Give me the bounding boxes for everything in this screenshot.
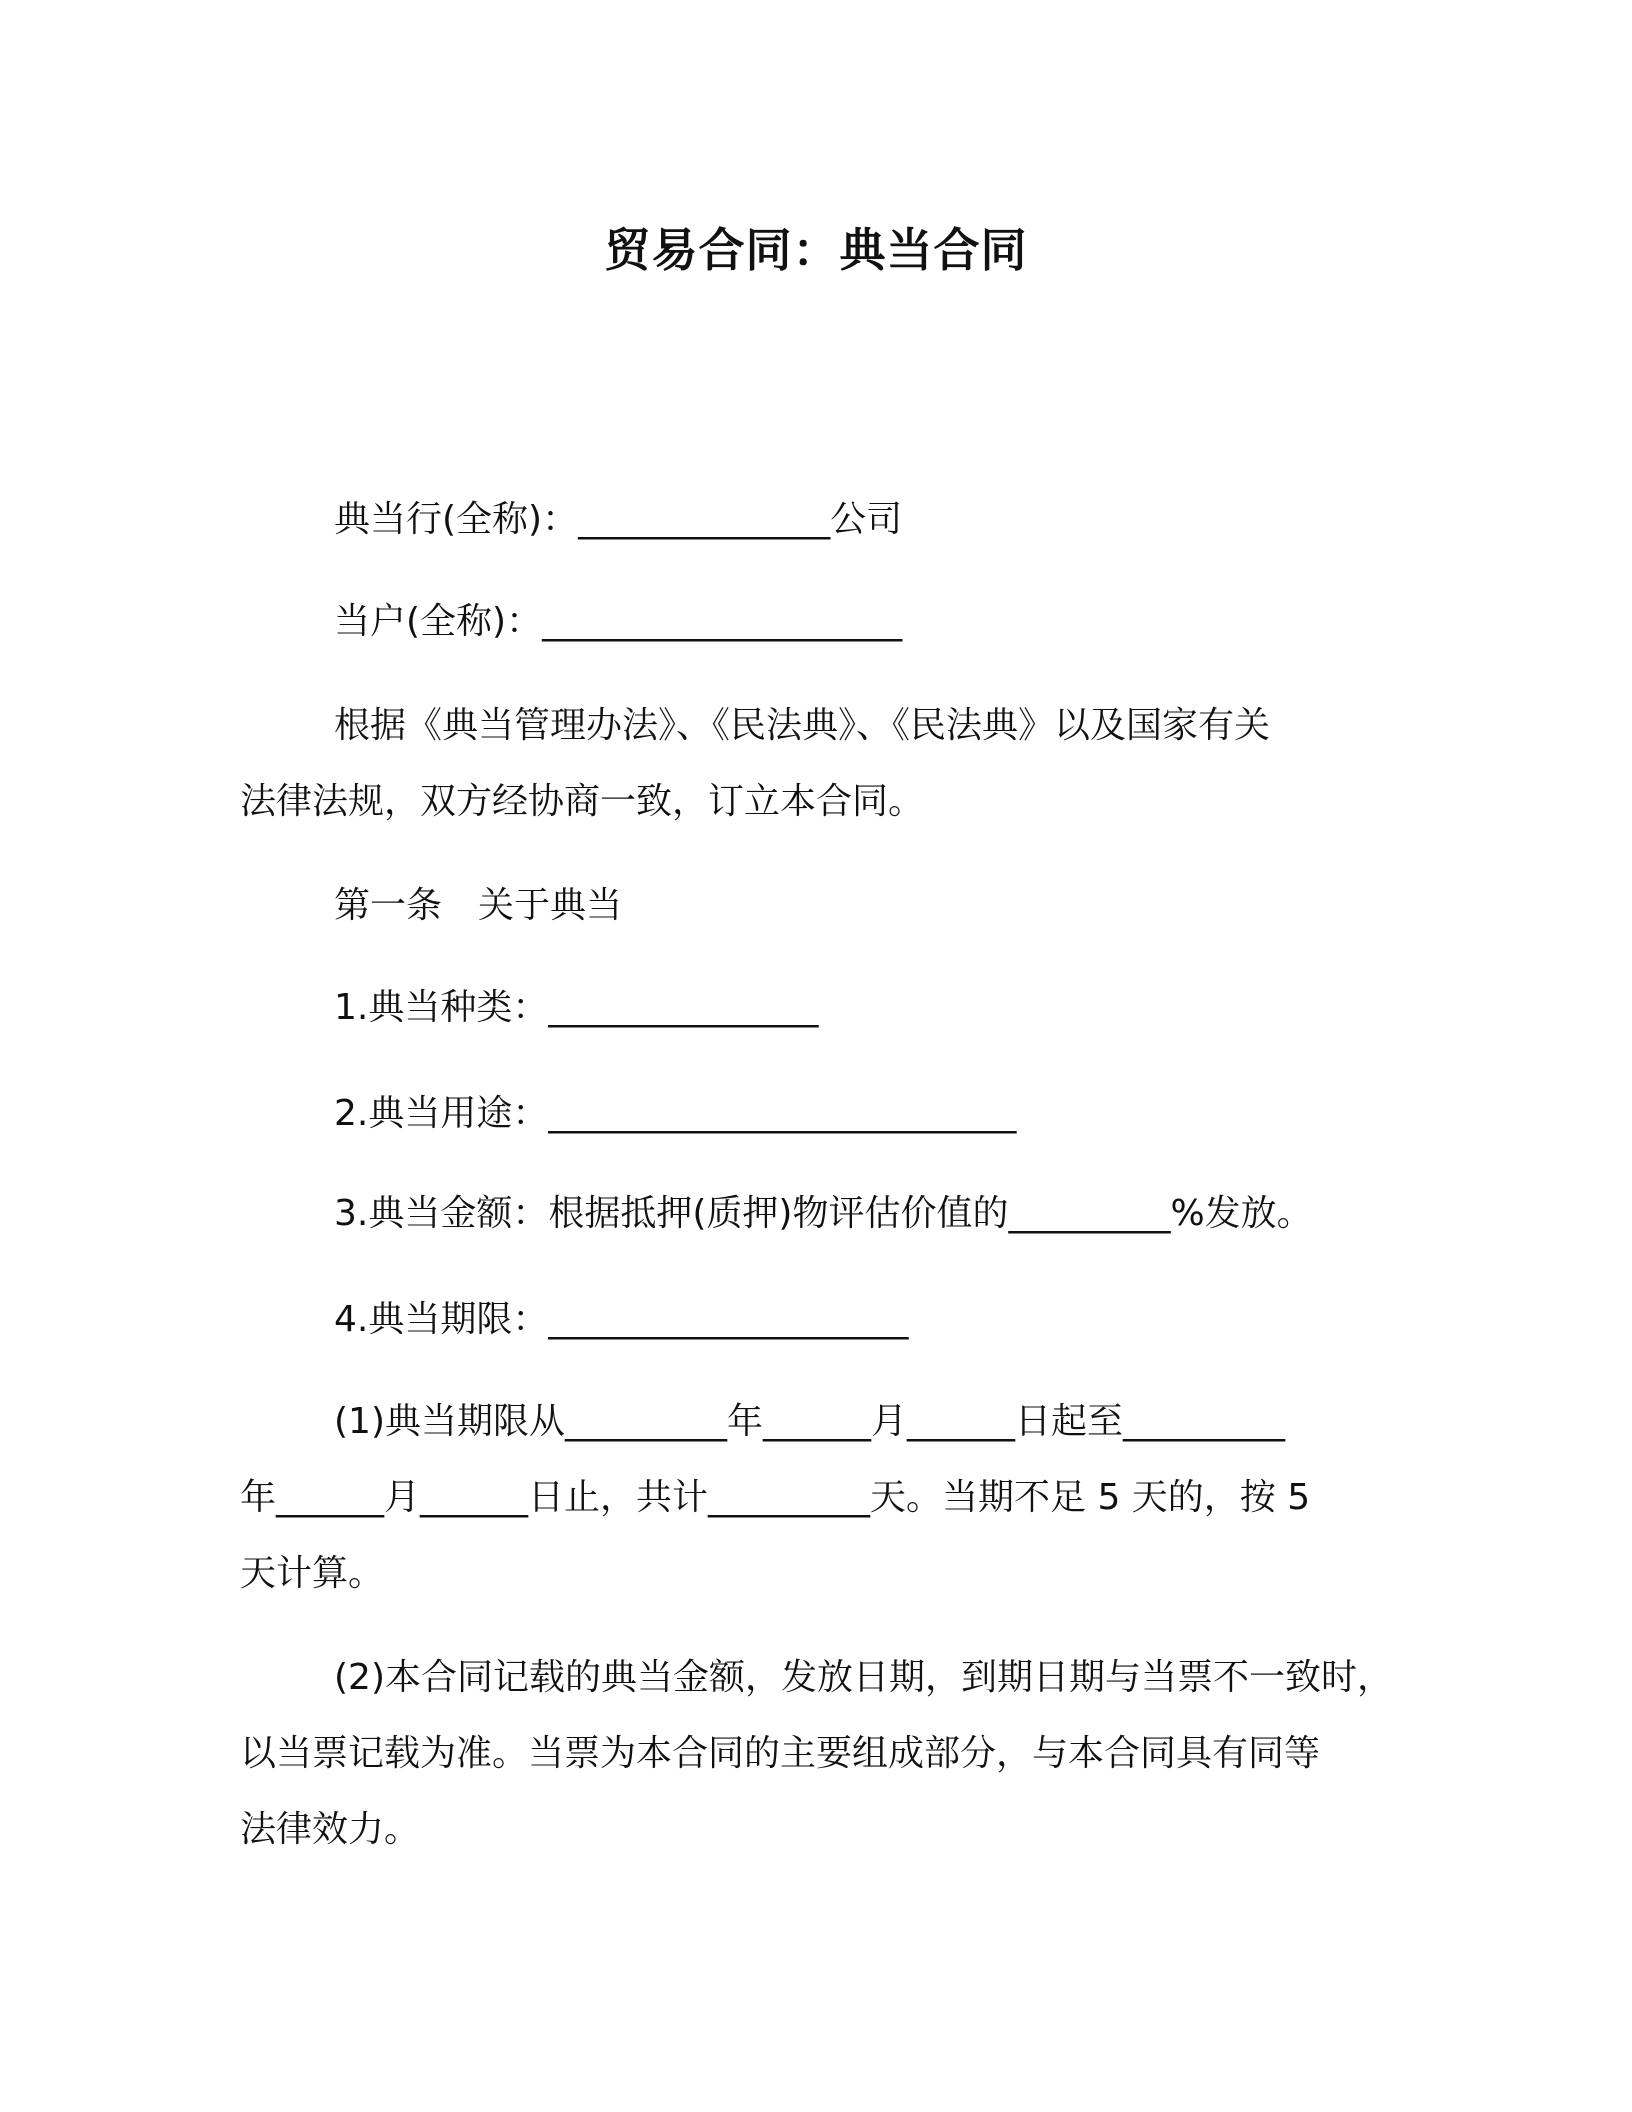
term-clause-1-line-2: 年______月______日止，共计_________天。当期不足 5 天的，按 5 (240, 1477, 1311, 1518)
pawn-purpose-line: 2.典当用途：__________________________ (334, 1093, 1017, 1134)
document-title: 贸易合同：典当合同 (604, 223, 1028, 277)
preamble-line-2: 法律法规，双方经协商一致，订立本合同。 (240, 781, 925, 822)
pawn-term-line: 4.典当期限：____________________ (334, 1299, 909, 1340)
term-clause-2-line-2: 以当票记载为准。当票为本合同的主要组成部分，与本合同具有同等 (240, 1733, 1321, 1774)
pawnshop-name-line: 典当行(全称)：______________公司 (334, 499, 903, 540)
term-clause-1-line-1: (1)典当期限从_________年______月______日起至_________ (334, 1401, 1285, 1442)
pawn-type-line: 1.典当种类：_______________ (334, 987, 819, 1028)
term-clause-1-line-3: 天计算。 (240, 1553, 385, 1594)
article-one-heading: 第一条 关于典当 (334, 885, 623, 926)
pawn-amount-line: 3.典当金额：根据抵押(质押)物评估价值的_________%发放。 (334, 1193, 1313, 1234)
preamble-line-1: 根据《典当管理办法》、《民法典》、《民法典》以及国家有关 (334, 705, 1271, 746)
pawner-name-line: 当户(全称)：____________________ (334, 601, 903, 642)
term-clause-2-line-1: (2)本合同记载的典当金额，发放日期，到期日期与当票不一致时， (334, 1657, 1393, 1698)
term-clause-2-line-3: 法律效力。 (240, 1809, 421, 1850)
